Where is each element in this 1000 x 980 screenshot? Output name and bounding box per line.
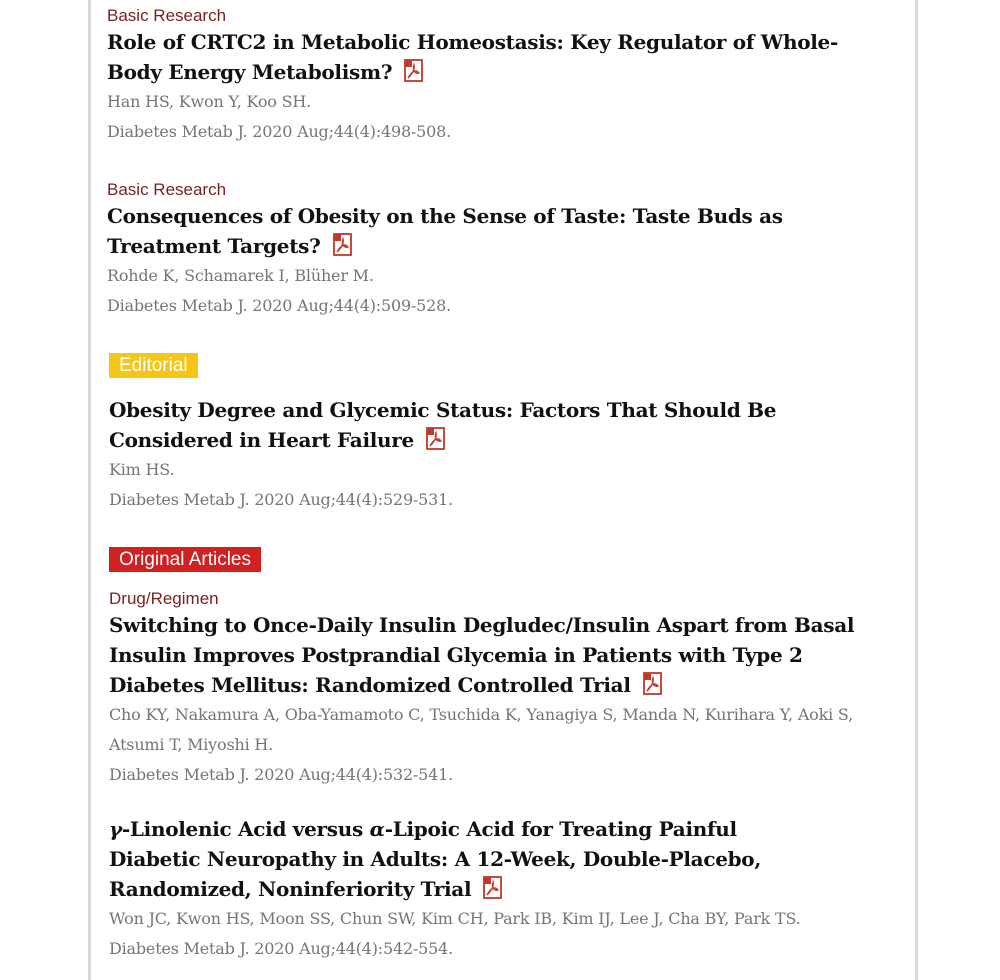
- pdf-icon[interactable]: [426, 427, 448, 451]
- article-authors: Rohde K, Schamarek I, Blüher M.: [107, 266, 374, 285]
- article-authors: Kim HS.: [109, 460, 175, 479]
- article-item: [109, 814, 899, 964]
- pdf-icon[interactable]: [483, 876, 505, 900]
- article-citation: Diabetes Metab J. 2020 Aug;44(4):509-528.: [107, 296, 451, 315]
- article-title-link[interactable]: Obesity Degree and Glycemic Status: Factors That Should Be Considered in Heart Failure: [109, 398, 777, 452]
- article-citation: Diabetes Metab J. 2020 Aug;44(4):542-554.: [109, 939, 453, 958]
- section-badge-editorial: Editorial: [109, 353, 198, 378]
- article-authors: Han HS, Kwon Y, Koo SH.: [107, 92, 312, 111]
- article-item: [109, 395, 899, 515]
- article-title-link[interactable]: Role of CRTC2 in Metabolic Homeostasis: Key Regulator of Whole-Body Energy Metabolism?: [107, 30, 838, 84]
- article-item: [107, 5, 897, 147]
- article-item: [109, 588, 899, 790]
- article-category: Basic Research: [107, 6, 227, 25]
- title-greek-gamma: γ: [109, 817, 122, 841]
- section-badge-original-articles: Original Articles: [109, 547, 261, 572]
- title-greek-alpha: α: [369, 817, 385, 841]
- pdf-icon[interactable]: [643, 672, 665, 696]
- article-title-link[interactable]: [109, 817, 761, 901]
- article-citation: Diabetes Metab J. 2020 Aug;44(4):498-508.: [107, 122, 451, 141]
- article-title-link[interactable]: Consequences of Obesity on the Sense of Taste: Taste Buds as Treatment Targets?: [107, 204, 783, 258]
- article-citation: Diabetes Metab J. 2020 Aug;44(4):529-531.: [109, 490, 453, 509]
- article-title-container: [109, 814, 809, 904]
- article-category: Drug/Regimen: [109, 589, 219, 608]
- article-authors: Won JC, Kwon HS, Moon SS, Chun SW, Kim CH, Park IB, Kim IJ, Lee J, Cha BY, Park TS.: [109, 909, 801, 928]
- article-title-container: [109, 610, 889, 700]
- article-citation: Diabetes Metab J. 2020 Aug;44(4):532-541.: [109, 765, 453, 784]
- title-text-part: -Lipoic Acid for Treating Painful Diabetic Neuropathy in Adults: A 12-Week, Double-Placebo, Randomized, Noninferiority Trial: [109, 817, 762, 901]
- article-title-link[interactable]: Switching to Once-Daily Insulin Degludec/Insulin Aspart from Basal Insulin Improves Postprandial Glycemia in Patients with Type 2 Diabetes Mellitus: Randomized Controlled Trial: [109, 613, 855, 697]
- pdf-icon[interactable]: [333, 233, 355, 257]
- article-title-container: [107, 201, 867, 261]
- article-title-container: [109, 395, 869, 455]
- article-category: Basic Research: [107, 180, 227, 199]
- article-item: [107, 179, 897, 321]
- article-title-container: [107, 27, 867, 87]
- title-text-part: -Linolenic Acid versus: [121, 817, 370, 841]
- article-authors: Cho KY, Nakamura A, Oba-Yamamoto C, Tsuchida K, Yanagiya S, Manda N, Kurihara Y, Aoki S, Atsumi T, Miyoshi H.: [109, 705, 853, 754]
- pdf-icon[interactable]: [404, 59, 426, 83]
